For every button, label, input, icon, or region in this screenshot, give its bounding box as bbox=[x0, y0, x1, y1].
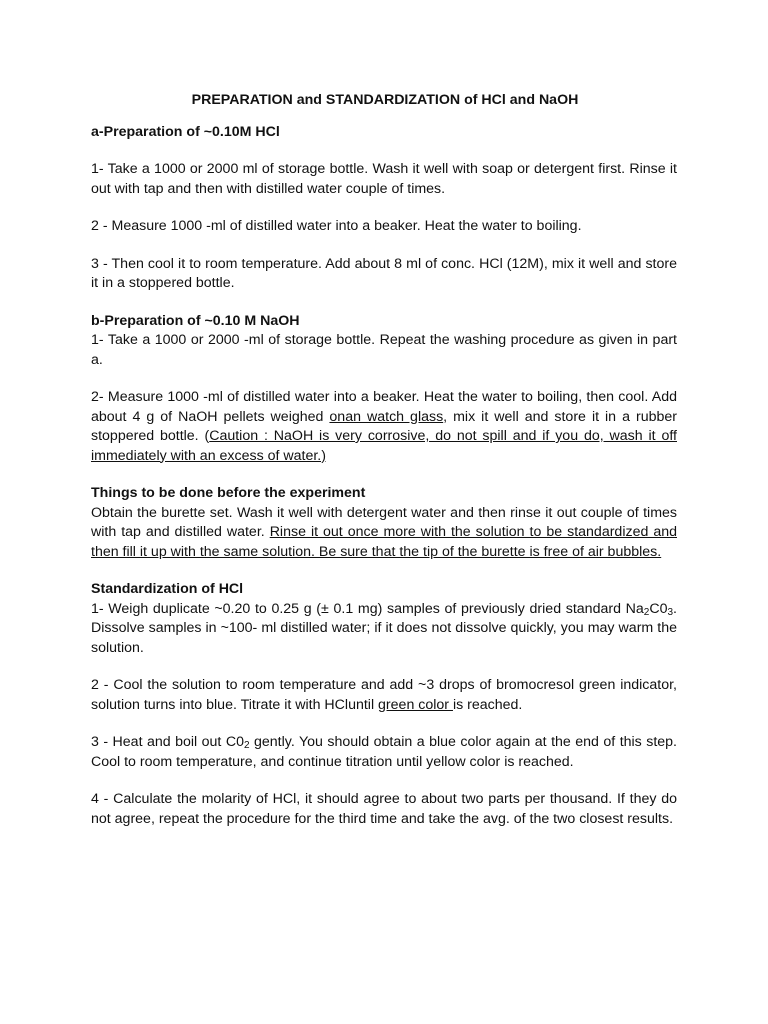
standardization-step-4: 4 - Calculate the molarity of HCl, it should agree to about two parts per thousand. If they do not agree, repeat the procedure for the third time and take the avg. of the two closest results. bbox=[91, 791, 677, 827]
standardization-step-1-text: 1- Weigh duplicate ~0.20 to 0.25 g (± 0.1 mg) samples of previously dried standard Na bbox=[91, 600, 644, 617]
caution-note: Caution : NaOH is very corrosive, do not spill and if you do, wash it off immediately with an excess of water.) bbox=[91, 428, 677, 464]
section-b-step-2-text: 2- Measure 1000 -ml of distilled water into a beaker. Heat the water to boiling, then cool. Add about 4 g of NaOH pellets weighed bbox=[91, 389, 677, 425]
standardization-step-3-text: 3 - Heat and boil out C0 bbox=[91, 734, 244, 750]
standardization-step-2-text: 2 - Cool the solution to room temperature and add ~3 drops of bromocresol green indicator, solution turns into blue. Titrate it with HCluntil bbox=[91, 677, 677, 713]
standardization-heading: Standardization of HCl bbox=[91, 581, 244, 597]
section-a-step-3: 3 - Then cool it to room temperature. Add about 8 ml of conc. HCl (12M), mix it well and store it in a stoppered bottle. bbox=[91, 255, 677, 291]
before-experiment-heading: Things to be done before the experiment bbox=[91, 485, 366, 501]
standardization-step-1-text-continued: . Dissolve samples in ~100- ml distilled water; if it does not dissolve quickly, you may warm the solution. bbox=[91, 600, 677, 656]
section-a-heading: a-Preparation of ~0.10M HCl bbox=[91, 123, 280, 140]
before-experiment-underlined-text: Rinse it out once more with the solution to be standardized and then fill it up with the same solution. Be sure that the tip of the burette is free of air bubbles. bbox=[91, 524, 677, 560]
before-experiment-plain-text: Obtain the burette set. Wash it well with detergent water and then rinse it out couple of times with tap and distilled water. bbox=[91, 504, 677, 540]
before-experiment-text bbox=[91, 504, 677, 563]
standardization-step-2-text-continued: is reached. bbox=[452, 696, 523, 713]
standardization-step-3-text-continued: gently. You should obtain a blue color again at the end of this step. Cool to room temperature, and continue titration until yellow color is reached. bbox=[91, 734, 677, 770]
standardization-step-1-formula: C0 bbox=[649, 600, 668, 617]
subscript-3: 3 bbox=[667, 606, 674, 618]
section-a-step-1: 1- Take a 1000 or 2000 ml of storage bottle. Wash it well with soap or detergent first. Rinse it out with tap and then with distilled water couple of times. bbox=[91, 161, 677, 197]
subscript-2: 2 bbox=[243, 740, 250, 751]
section-b-step-2-text-continued: , mix it well and store it in a rubber stoppered bottle. ( bbox=[91, 408, 677, 444]
section-b-step-1: 1- Take a 1000 or 2000 -ml of storage bottle. Repeat the washing procedure as given in part a. bbox=[91, 332, 677, 368]
watch-glass-underlined-text: onan watch glass bbox=[329, 408, 444, 425]
section-b-step-2 bbox=[91, 388, 677, 466]
standardization-step-1 bbox=[91, 600, 677, 659]
subscript-2: 2 bbox=[643, 606, 650, 618]
section-a-step-2: 2 - Measure 1000 -ml of distilled water into a beaker. Heat the water to boiling. bbox=[91, 218, 582, 234]
page-title: PREPARATION and STANDARDIZATION of HCl and NaOH bbox=[191, 92, 579, 108]
standardization-step-2 bbox=[91, 676, 677, 715]
document-page bbox=[91, 91, 677, 829]
standardization-step-3 bbox=[91, 733, 677, 772]
green-color-underlined-text: green color bbox=[378, 696, 453, 713]
section-b-heading: b-Preparation of ~0.10 M NaOH bbox=[91, 312, 300, 329]
